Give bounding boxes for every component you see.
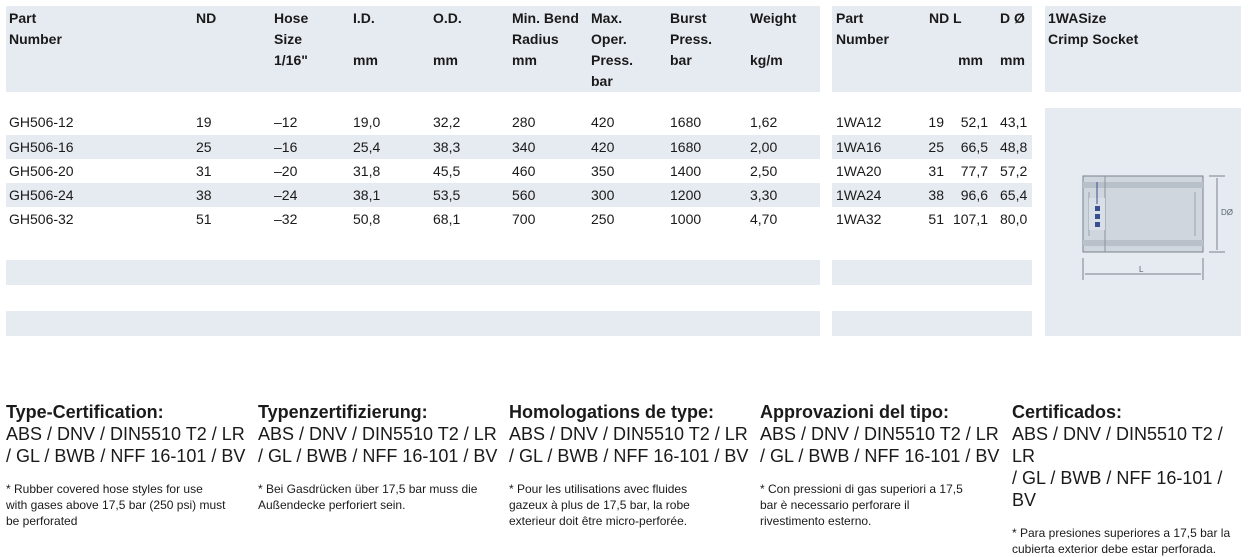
cell-bend-radius: 340 (512, 139, 536, 155)
cert-block-german (258, 401, 498, 513)
row-stripe (832, 311, 1032, 336)
header-line: mm (512, 52, 537, 68)
cell-burst-press: 1400 (670, 163, 702, 179)
cell-nd: 38 (196, 187, 212, 203)
cell-socket-nd: 51 (928, 211, 944, 227)
cell-bend-radius: 700 (512, 211, 536, 227)
cert-block-italian (760, 401, 1000, 529)
cell-oper-press: 300 (591, 187, 615, 203)
cert-note-line: * Bei Gasdrücken über 17,5 bar muss die (258, 482, 478, 496)
cert-note-line: rivestimento esterno. (760, 514, 872, 528)
cert-note (509, 481, 749, 529)
header-line: Press. (591, 52, 634, 68)
header-line: Number (9, 31, 62, 47)
header-line: ND (929, 10, 950, 26)
cell-od: 53,5 (433, 187, 461, 203)
cell-burst-press: 1680 (670, 139, 702, 155)
cert-title: Homologations de type: (509, 402, 715, 422)
header-line: bar (591, 73, 613, 89)
cell-od: 45,5 (433, 163, 461, 179)
cell-socket-part: 1WA16 (836, 139, 882, 155)
socket-table-row (832, 183, 1032, 207)
cell-socket-l: 107,1 (952, 211, 988, 227)
cert-standards-line: ABS / DNV / DIN5510 T2 / LR (760, 424, 999, 444)
cell-oper-press: 420 (591, 139, 615, 155)
cert-title: Certificados: (1012, 402, 1123, 422)
cell-hose-size: –16 (274, 139, 298, 155)
cell-socket-part: 1WA12 (836, 114, 882, 130)
cell-part-number: GH506-12 (9, 114, 74, 130)
cell-socket-l: 96,6 (960, 187, 988, 203)
cert-block-french (509, 401, 749, 529)
table-row (0, 135, 820, 159)
cell-socket-part: 1WA20 (836, 163, 882, 179)
cell-hose-size: –32 (274, 211, 298, 227)
cell-part-number: GH506-24 (9, 187, 74, 203)
cell-od: 68,1 (433, 211, 461, 227)
header-line: mm (958, 52, 983, 68)
cell-hose-size: –20 (274, 163, 298, 179)
cell-burst-press: 1000 (670, 211, 702, 227)
cert-standards-line: / GL / BWB / NFF 16-101 / BV (509, 446, 749, 466)
cert-standards-line: ABS / DNV / DIN5510 T2 / LR (1012, 424, 1223, 466)
cert-note-line: * Con pressioni di gas superiori a 17,5 (760, 482, 963, 496)
cell-weight: 3,30 (750, 187, 778, 203)
row-stripe (832, 260, 1032, 285)
cell-socket-d: 48,8 (1000, 139, 1028, 155)
socket-table-row (832, 207, 1032, 231)
header-line: 1/16" (274, 52, 308, 68)
dim-d-label: DØ (1221, 208, 1233, 217)
header-line: O.D. (433, 10, 462, 26)
header-line: mm (433, 52, 458, 68)
cell-burst-press: 1680 (670, 114, 702, 130)
cert-note-line: * Rubber covered hose styles for use (6, 482, 203, 496)
header-line: Min. Bend (512, 10, 579, 26)
cell-socket-l: 77,7 (960, 163, 988, 179)
cell-weight: 1,62 (750, 114, 778, 130)
cell-burst-press: 1200 (670, 187, 702, 203)
cert-standards-line: / GL / BWB / NFF 16-101 / BV (1012, 468, 1223, 510)
header-line: kg/m (750, 52, 783, 68)
cell-hose-size: –12 (274, 114, 298, 130)
crimp-socket-image-panel (1045, 108, 1241, 336)
cert-note-line: Außendecke perforiert sein. (258, 498, 406, 512)
cell-weight: 2,00 (750, 139, 778, 155)
cell-part-number: GH506-32 (9, 211, 74, 227)
cell-id: 19,0 (353, 114, 381, 130)
header-line: Number (836, 31, 889, 47)
cell-id: 38,1 (353, 187, 381, 203)
cell-nd: 19 (196, 114, 212, 130)
cell-socket-part: 1WA32 (836, 211, 882, 227)
cert-title: Type-Certification: (6, 402, 164, 422)
cell-socket-d: 65,4 (1000, 187, 1028, 203)
cert-title: Approvazioni del tipo: (760, 402, 949, 422)
cert-note-line: * Pour les utilisations avec fluides (509, 482, 688, 496)
cert-note-line: gazeux à plus de 17,5 bar, la robe (509, 498, 690, 512)
header-line: Part (9, 10, 37, 26)
cell-bend-radius: 560 (512, 187, 536, 203)
cert-note-line: exterieur doit être micro-perforée. (509, 514, 688, 528)
cell-socket-part: 1WA24 (836, 187, 882, 203)
table-row (0, 207, 820, 231)
row-stripe (6, 311, 820, 336)
table-row (0, 159, 820, 183)
cell-od: 38,3 (433, 139, 461, 155)
header-line: L (953, 10, 962, 26)
cell-hose-size: –24 (274, 187, 298, 203)
header-line: I.D. (353, 10, 375, 26)
socket-table-row (832, 135, 1032, 159)
cell-part-number: GH506-16 (9, 139, 74, 155)
cell-oper-press: 350 (591, 163, 615, 179)
cert-note-line: with gases above 17,5 bar (250 psi) must (6, 498, 226, 512)
cert-standards-line: ABS / DNV / DIN5510 T2 / LR (509, 424, 748, 444)
header-line: 1WASize (1048, 10, 1107, 26)
header-line: D Ø (1000, 10, 1025, 26)
cert-note-line: bar è necessario perforare il (760, 498, 910, 512)
cell-socket-nd: 38 (928, 187, 944, 203)
table-row (0, 110, 820, 134)
cert-block-spanish (1012, 401, 1244, 557)
cert-note-line: * Para presiones superiores a 17,5 bar la (1012, 526, 1231, 540)
cell-bend-radius: 280 (512, 114, 536, 130)
cert-note (258, 481, 498, 513)
cell-id: 50,8 (353, 211, 381, 227)
cell-id: 31,8 (353, 163, 381, 179)
cert-note (1012, 525, 1244, 557)
cert-standards-line: ABS / DNV / DIN5510 T2 / LR (258, 424, 497, 444)
cert-note (6, 481, 246, 529)
cert-standards-line: / GL / BWB / NFF 16-101 / BV (258, 446, 498, 466)
cert-note-line: cubierta exterior debe estar perforada. (1012, 542, 1217, 556)
socket-table-row (832, 110, 1032, 134)
cell-socket-d: 43,1 (1000, 114, 1028, 130)
header-line: Weight (750, 10, 797, 26)
cert-standards-line: / GL / BWB / NFF 16-101 / BV (6, 446, 246, 466)
cell-part-number: GH506-20 (9, 163, 74, 179)
cell-socket-nd: 25 (928, 139, 944, 155)
crimp-socket-drawing (1045, 108, 1241, 336)
header-line: Max. (591, 10, 623, 26)
cert-note-line: be perforated (6, 514, 78, 528)
cell-socket-d: 80,0 (1000, 211, 1028, 227)
cell-weight: 4,70 (750, 211, 778, 227)
table-row (0, 183, 820, 207)
cell-socket-nd: 19 (928, 114, 944, 130)
cell-nd: 25 (196, 139, 212, 155)
header-line: Hose (274, 10, 309, 26)
cert-title: Typenzertifizierung: (258, 402, 428, 422)
cell-socket-l: 52,1 (960, 114, 988, 130)
header-line: bar (670, 52, 692, 68)
header-line: ND (196, 10, 217, 26)
cert-note (760, 481, 1000, 529)
cell-od: 32,2 (433, 114, 461, 130)
cert-standards-line: / GL / BWB / NFF 16-101 / BV (760, 446, 1000, 466)
dim-l-label: L (1139, 265, 1144, 274)
cert-standards-line: ABS / DNV / DIN5510 T2 / LR (6, 424, 245, 444)
cert-block-english (6, 401, 246, 529)
header-line: mm (353, 52, 378, 68)
row-stripe (6, 260, 820, 285)
cell-socket-d: 57,2 (1000, 163, 1028, 179)
header-line: Burst (670, 10, 707, 26)
header-line: Press. (670, 31, 713, 47)
cell-oper-press: 250 (591, 211, 615, 227)
cell-weight: 2,50 (750, 163, 778, 179)
header-line: Part (836, 10, 864, 26)
socket-table-row (832, 159, 1032, 183)
cell-bend-radius: 460 (512, 163, 536, 179)
header-line: Radius (512, 31, 559, 47)
cell-socket-l: 66,5 (960, 139, 988, 155)
cell-id: 25,4 (353, 139, 381, 155)
header-line: Crimp Socket (1048, 31, 1139, 47)
header-line: Size (274, 31, 303, 47)
cell-oper-press: 420 (591, 114, 615, 130)
cell-nd: 31 (196, 163, 212, 179)
cell-nd: 51 (196, 211, 212, 227)
header-line: mm (1000, 52, 1025, 68)
cell-socket-nd: 31 (928, 163, 944, 179)
header-line: Oper. (591, 31, 627, 47)
